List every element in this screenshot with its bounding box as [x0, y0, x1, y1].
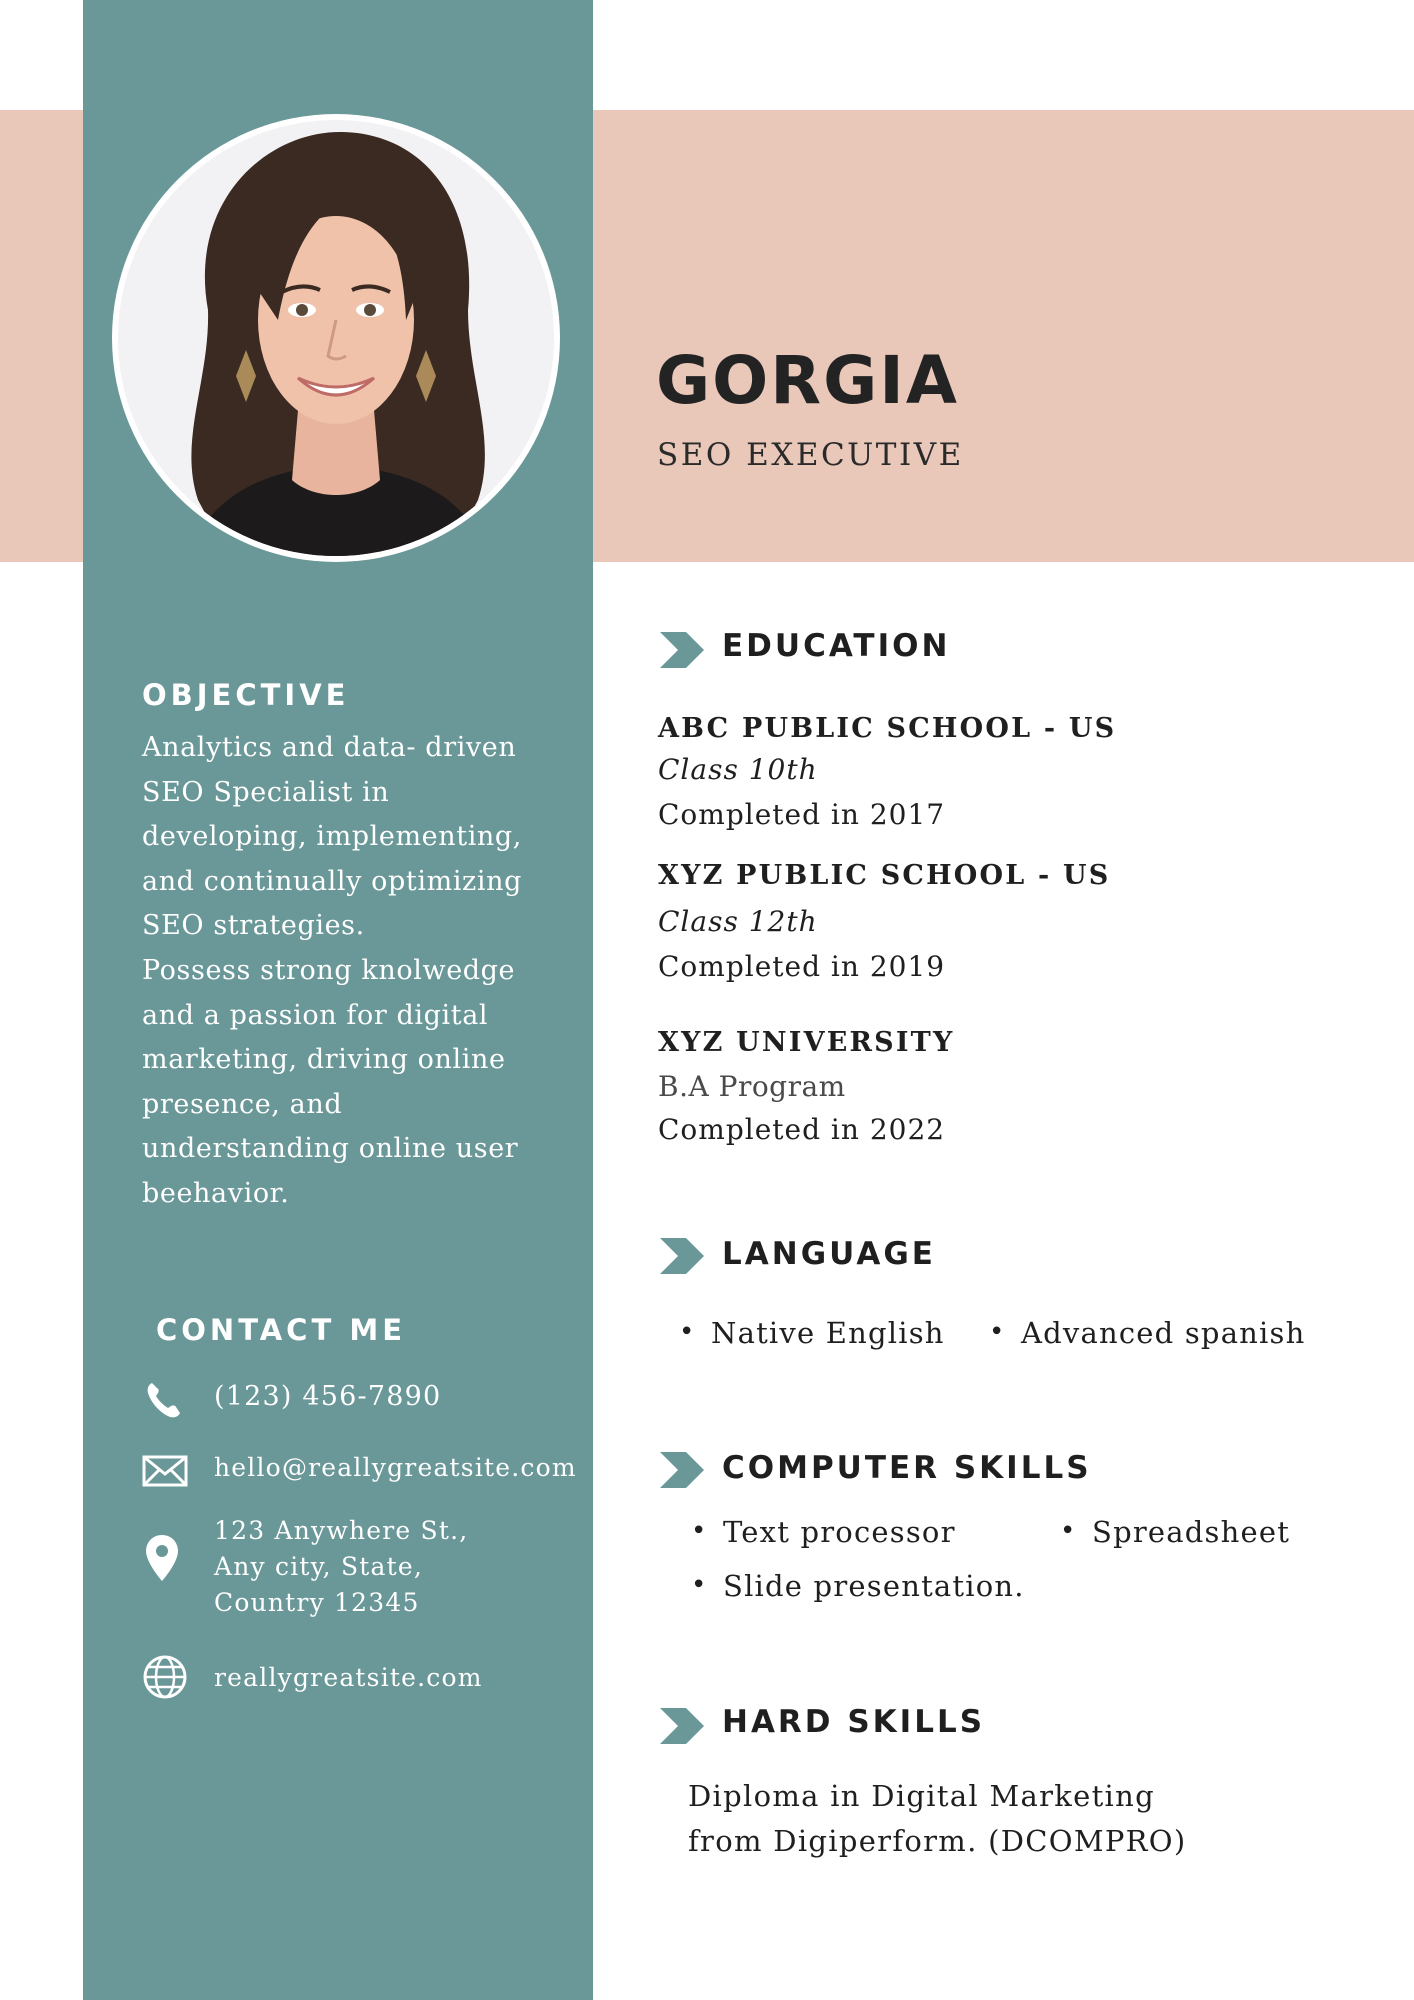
- profile-photo: [112, 114, 560, 562]
- hard-skill-line: Diploma in Digital Marketing: [688, 1779, 1155, 1813]
- objective-line: understanding online user: [142, 1133, 519, 1165]
- hard-skills-heading: HARD SKILLS: [722, 1704, 986, 1740]
- education-heading: EDUCATION: [722, 628, 951, 664]
- objective-text: [142, 726, 572, 1217]
- edu-completed: Completed in 2017: [658, 798, 946, 831]
- objective-line: developing, implementing,: [142, 821, 522, 853]
- address-line: Any city, State,: [214, 1552, 424, 1581]
- language-item: • Native English: [711, 1319, 945, 1348]
- edu-detail: Class 10th: [658, 753, 818, 786]
- language-item: • Advanced spanish: [1021, 1319, 1306, 1348]
- location-pin-icon: [142, 1533, 182, 1585]
- person-name: GORGIA: [656, 342, 959, 419]
- portrait-illustration: [118, 120, 554, 556]
- globe-icon: [142, 1654, 188, 1700]
- phone-icon: [142, 1377, 188, 1423]
- computer-skill-item: • Spreadsheet: [1092, 1518, 1290, 1547]
- language-heading: LANGUAGE: [722, 1236, 936, 1272]
- objective-line: presence, and: [142, 1088, 343, 1120]
- edu-school: ABC PUBLIC SCHOOL - US: [658, 713, 1117, 744]
- job-title: SEO EXECUTIVE: [657, 437, 964, 473]
- objective-heading: OBJECTIVE: [142, 678, 350, 712]
- hard-skill-line: from Digiperform. (DCOMPRO): [688, 1824, 1187, 1858]
- objective-line: SEO Specialist in: [142, 776, 390, 808]
- email-text[interactable]: hello@reallygreatsite.com: [214, 1453, 577, 1482]
- address-text: [214, 1513, 468, 1621]
- envelope-icon: [142, 1448, 188, 1494]
- objective-line: and continually optimizing: [142, 865, 522, 897]
- computer-skill-item: • Text processor: [723, 1518, 956, 1547]
- chevron-arrow-icon: [660, 1708, 704, 1744]
- computer-skill-item: • Slide presentation.: [723, 1572, 1025, 1601]
- edu-school: XYZ PUBLIC SCHOOL - US: [658, 860, 1111, 891]
- phone-text[interactable]: (123) 456-7890: [214, 1381, 442, 1412]
- objective-line: Possess strong knolwedge: [142, 954, 516, 986]
- objective-line: Analytics and data- driven: [142, 732, 517, 763]
- contact-heading: CONTACT ME: [156, 1313, 407, 1347]
- edu-school: XYZ UNIVERSITY: [658, 1027, 955, 1058]
- chevron-arrow-icon: [660, 1238, 704, 1274]
- edu-completed: Completed in 2019: [658, 950, 946, 983]
- objective-line: SEO strategies.: [142, 910, 365, 942]
- objective-line: and a passion for digital: [142, 999, 489, 1031]
- edu-completed: Completed in 2022: [658, 1113, 946, 1146]
- address-line: 123 Anywhere St.,: [214, 1516, 469, 1545]
- chevron-arrow-icon: [660, 1452, 704, 1488]
- edu-detail: B.A Program: [658, 1070, 846, 1103]
- hard-skills-text: [688, 1774, 1186, 1864]
- address-line: Country 12345: [214, 1588, 420, 1617]
- objective-line: marketing, driving online: [142, 1044, 506, 1076]
- computer-skills-heading: COMPUTER SKILLS: [722, 1450, 1092, 1486]
- edu-detail: Class 12th: [658, 905, 818, 938]
- objective-line: beehavior.: [142, 1177, 290, 1209]
- website-text[interactable]: reallygreatsite.com: [214, 1663, 483, 1692]
- chevron-arrow-icon: [660, 632, 704, 668]
